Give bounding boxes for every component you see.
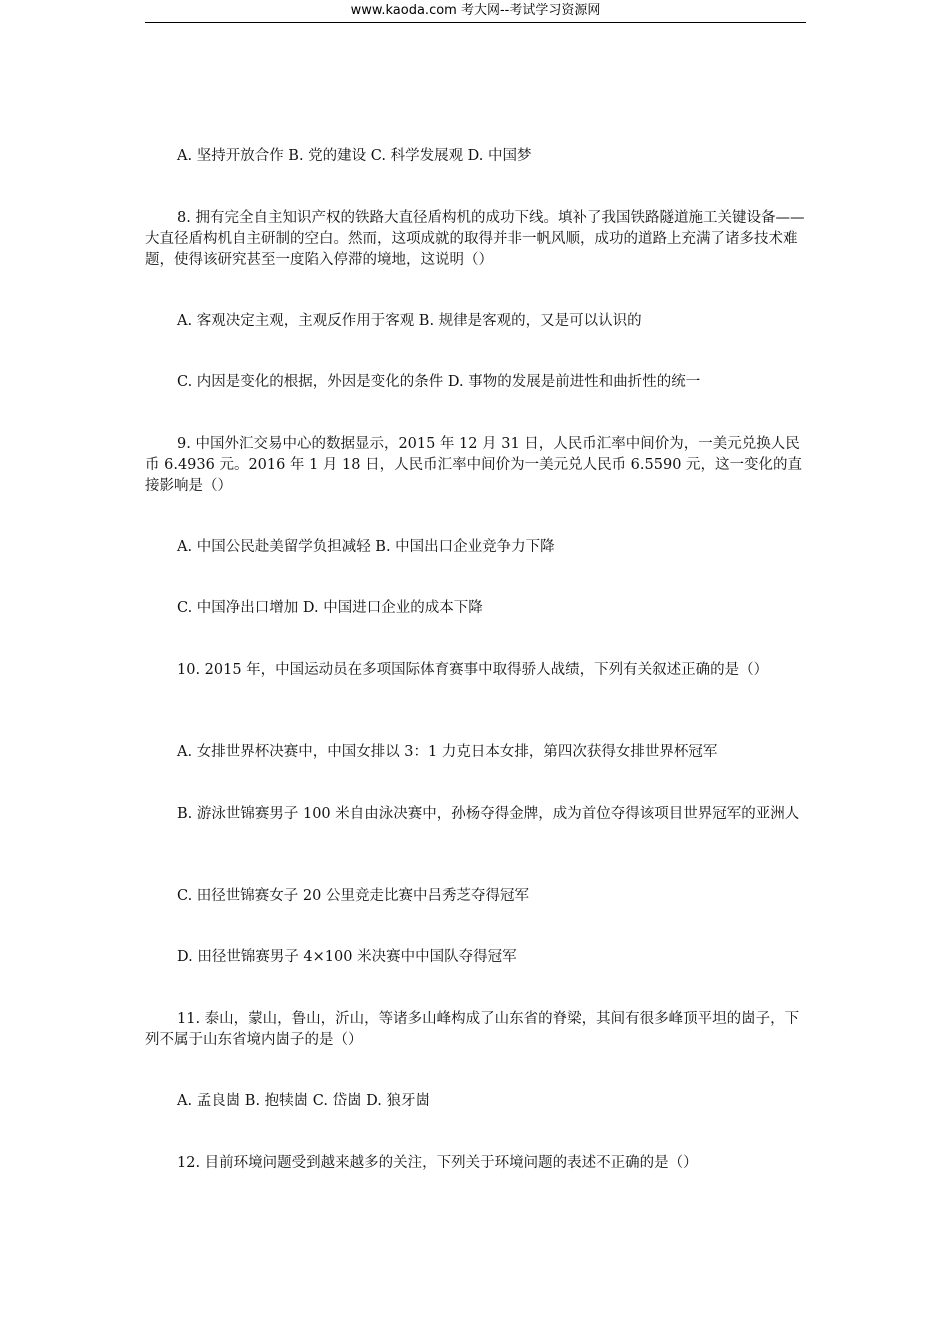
- question-12: 12. 目前环境问题受到越来越多的关注，下列关于环境问题的表述不正确的是（）: [177, 1155, 698, 1171]
- options-q7: A. 坚持开放合作 B. 党的建设 C. 科学发展观 D. 中国梦: [177, 148, 532, 164]
- options-q11: A. 孟良崮 B. 抱犊崮 C. 岱崮 D. 狼牙崮: [177, 1093, 431, 1109]
- question-8: 8. 拥有完全自主知识产权的铁路大直径盾构机的成功下线。填补了我国铁路隧道施工关键设备——大直径盾构机自主研制的空白。然而，这项成就的取得并非一帆风顺，成功的道路上充满了诸多技术难题，使得该研究甚至一度陷入停滞的境地，这说明（）: [145, 210, 805, 268]
- options-q9-ab: A. 中国公民赴美留学负担减轻 B. 中国出口企业竞争力下降: [177, 539, 555, 555]
- option-q10-d: D. 田径世锦赛男子 4×100 米决赛中中国队夺得冠军: [177, 949, 517, 965]
- question-9: 9. 中国外汇交易中心的数据显示，2015 年 12 月 31 日，人民币汇率中间价为，一美元兑换人民币 6.4936 元。2016 年 1 月 18 日，人民币汇率中间价为一美元兑人民币 6.5590 元，这一变化的直接影响是（）: [145, 436, 803, 494]
- option-q10-b: B. 游泳世锦赛男子 100 米自由泳决赛中，孙杨夺得金牌，成为首位夺得该项目世界冠军的亚洲人: [177, 806, 800, 822]
- page-header: www.kaoda.com 考大网--考试学习资源网: [145, 0, 806, 23]
- question-11: 11. 泰山，蒙山，鲁山，沂山，等诸多山峰构成了山东省的脊梁，其间有很多峰顶平坦的崮子，下列不属于山东省境内崮子的是（）: [145, 1011, 800, 1048]
- question-10: 10. 2015 年，中国运动员在多项国际体育赛事中取得骄人战绩，下列有关叙述正确的是（）: [177, 662, 769, 678]
- options-q8-cd: C. 内因是变化的根据，外因是变化的条件 D. 事物的发展是前进性和曲折性的统一: [177, 374, 701, 390]
- option-q10-c: C. 田径世锦赛女子 20 公里竞走比赛中吕秀芝夺得冠军: [177, 888, 529, 904]
- option-q10-a: A. 女排世界杯决赛中，中国女排以 3：1 力克日本女排，第四次获得女排世界杯冠军: [177, 744, 718, 760]
- options-q8-ab: A. 客观决定主观，主观反作用于客观 B. 规律是客观的，又是可以认识的: [177, 313, 642, 329]
- options-q9-cd: C. 中国净出口增加 D. 中国进口企业的成本下降: [177, 600, 483, 616]
